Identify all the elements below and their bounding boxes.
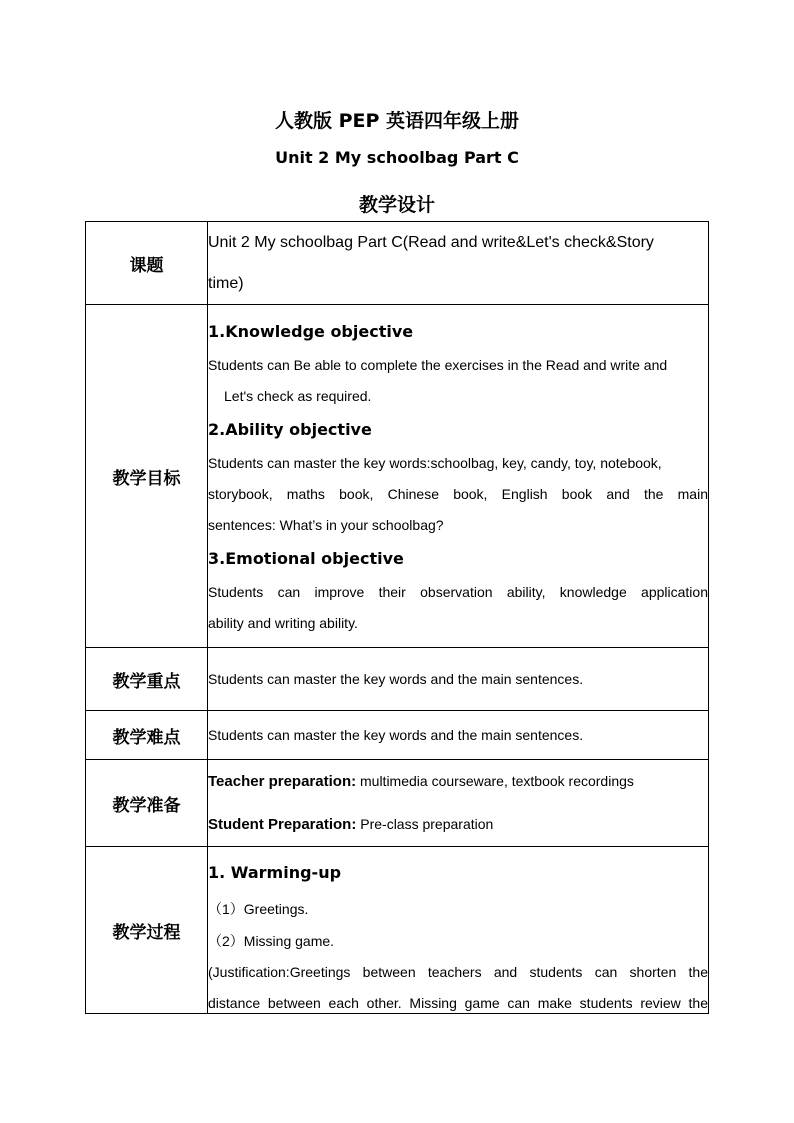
document-type: 教学设计 bbox=[358, 194, 435, 216]
topic-line-1: Unit 2 My schoolbag Part C(Read and write&Let's check&Story bbox=[208, 234, 654, 251]
difficulties-label: 教学难点 bbox=[86, 711, 208, 760]
teacher-preparation-value: multimedia courseware, textbook recordings bbox=[356, 773, 634, 789]
emotional-objective-line-2: ability and writing ability. bbox=[208, 614, 358, 631]
student-preparation-value: Pre-class preparation bbox=[356, 816, 494, 832]
warming-up-heading: 1. Warming-up bbox=[208, 863, 342, 882]
student-preparation-label: Student Preparation: bbox=[208, 816, 357, 833]
teacher-preparation-label: Teacher preparation: bbox=[208, 773, 357, 790]
ability-objective-line-1: Students can master the key words:schoolbag, key, candy, toy, notebook, bbox=[208, 454, 662, 471]
knowledge-objective-line-2: Let's check as required. bbox=[224, 387, 372, 404]
lesson-plan-table bbox=[85, 221, 709, 1014]
topic-cell bbox=[208, 222, 709, 305]
key-points-label: 教学重点 bbox=[86, 648, 208, 711]
table-row-preparation bbox=[86, 760, 709, 847]
table-row-objectives bbox=[86, 305, 709, 648]
topic-line-2: time) bbox=[208, 275, 244, 292]
process-item-missing-game: （2）Missing game. bbox=[208, 933, 335, 949]
ability-objective-line-3: sentences: What’s in your schoolbag? bbox=[208, 516, 444, 533]
ability-objective-line-2: storybook, maths book, Chinese book, English book and the main bbox=[208, 485, 708, 502]
objectives-label: 教学目标 bbox=[86, 305, 208, 648]
topic-label: 课题 bbox=[86, 222, 208, 305]
preparation-label: 教学准备 bbox=[86, 760, 208, 847]
student-preparation bbox=[208, 803, 708, 846]
process-content bbox=[208, 847, 708, 1013]
process-item-greetings: （1）Greetings. bbox=[208, 901, 309, 917]
table-row-key-points bbox=[86, 648, 709, 711]
key-points-text: Students can master the key words and the main sentences. bbox=[208, 648, 709, 711]
difficulties-text: Students can master the key words and the main sentences. bbox=[208, 711, 709, 760]
knowledge-objective-heading: 1.Knowledge objective bbox=[208, 321, 414, 341]
document-subtitle: Unit 2 My schoolbag Part C bbox=[275, 148, 519, 167]
process-cell bbox=[208, 847, 709, 1014]
document-title: 人教版 PEP 英语四年级上册 bbox=[274, 110, 520, 132]
teacher-preparation bbox=[208, 760, 708, 803]
knowledge-objective-line-1: Students can Be able to complete the exercises in the Read and write and bbox=[208, 356, 668, 373]
ability-objective-heading: 2.Ability objective bbox=[208, 419, 372, 439]
table-row-difficulties bbox=[86, 711, 709, 760]
process-label: 教学过程 bbox=[86, 847, 208, 1014]
emotional-objective-line-1: Students can improve their observation ability, knowledge application bbox=[208, 583, 708, 600]
justification-line-2: distance between each other. Missing game can make students review the bbox=[208, 995, 708, 1011]
table-row-topic bbox=[86, 222, 709, 305]
emotional-objective-heading: 3.Emotional objective bbox=[208, 548, 404, 568]
preparation-cell bbox=[208, 760, 709, 847]
table-row-process bbox=[86, 847, 709, 1014]
justification-line-1: (Justification:Greetings between teachers and students can shorten the bbox=[208, 964, 708, 980]
objectives-cell bbox=[208, 305, 709, 648]
